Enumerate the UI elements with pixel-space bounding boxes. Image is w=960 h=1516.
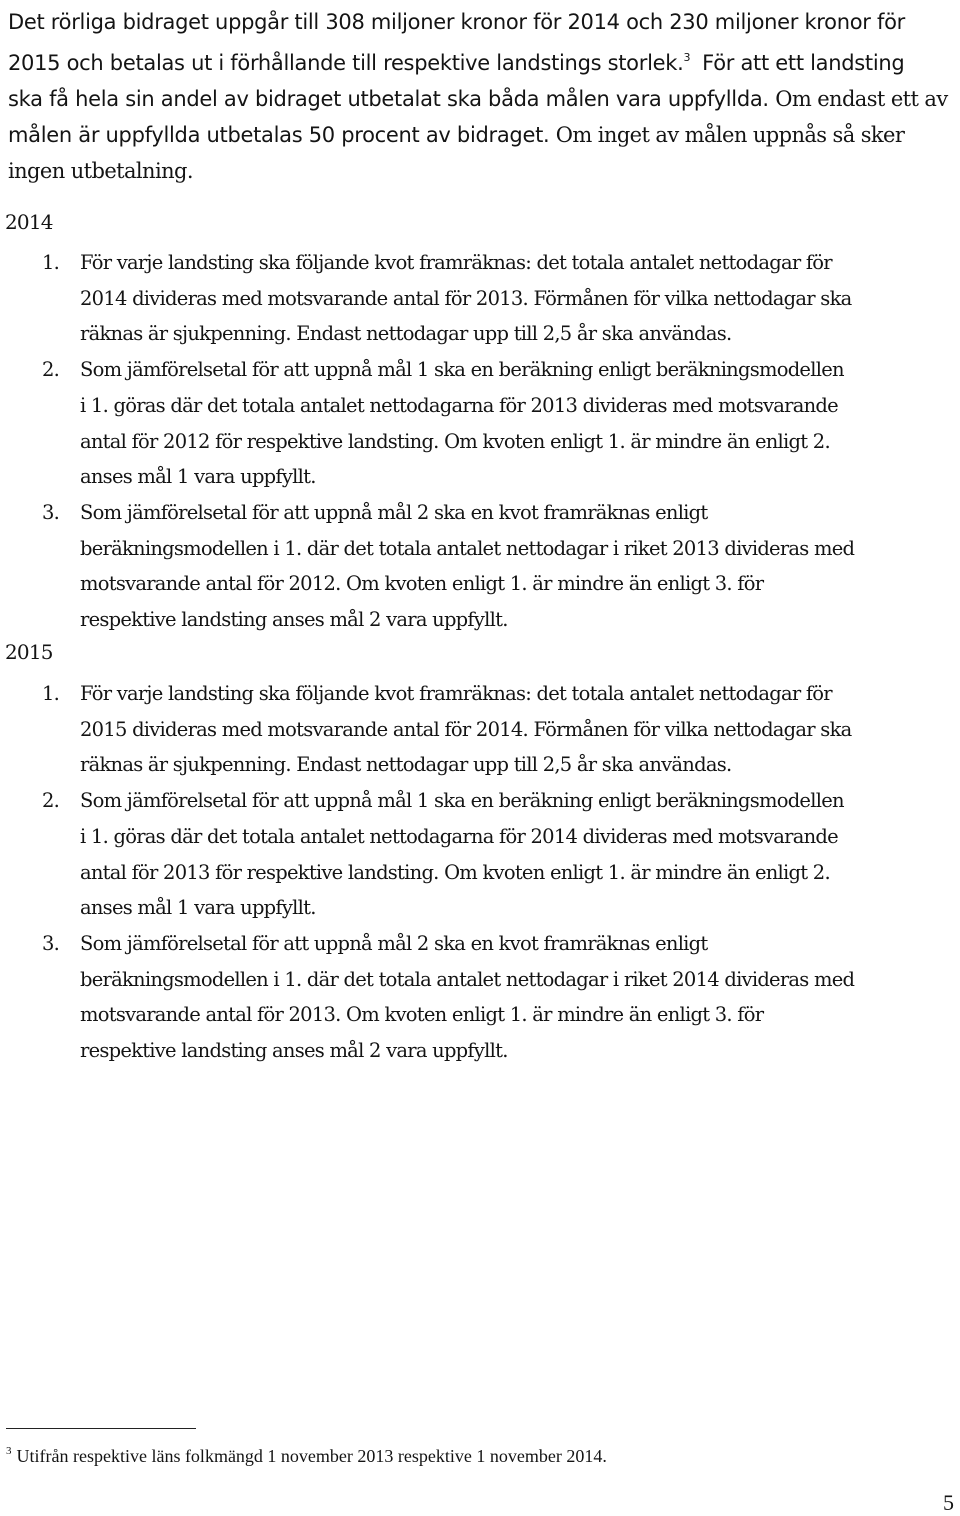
list-item (42, 676, 957, 783)
intro-line-text: ska få hela sin andel av bidraget utbetalat ska båda målen vara uppfyllda. (8, 87, 769, 111)
section-heading-2015: 2015 (5, 640, 53, 664)
item-line: i 1. göras där det totala antalet nettodagarna för 2014 divideras med motsvarande (80, 824, 838, 848)
item-line: För varje landsting ska följande kvot framräknas: det totala antalet nettodagar för (80, 251, 832, 274)
list-item (42, 495, 957, 638)
item-line: i 1. göras där det totala antalet nettodagarna för 2013 divideras med motsvarande (80, 393, 838, 417)
footnote-text: Utifrån respektive läns folkmängd 1 november 2013 respektive 1 november 2014. (16, 1446, 607, 1466)
list-item (42, 783, 957, 926)
section-heading-2014: 2014 (5, 210, 53, 234)
item-line: Som jämförelsetal för att uppnå mål 2 ska en kvot framräknas enligt (80, 500, 708, 524)
item-line: respektive landsting anses mål 2 vara uppfyllt. (80, 1039, 508, 1063)
item-line: anses mål 1 vara uppfyllt. (80, 465, 316, 489)
intro-line-text: 2015 och betalas ut i förhållande till respektive landstings storlek. (8, 51, 684, 75)
page-number: 5 (943, 1490, 954, 1515)
item-line: anses mål 1 vara uppfyllt. (80, 896, 316, 920)
item-number: 3. (42, 500, 60, 524)
item-number: 1. (42, 251, 60, 274)
intro-line: Det rörliga bidraget uppgår till 308 miljoner kronor för 2014 och 230 miljoner kronor för (8, 10, 905, 34)
item-line: antal för 2013 för respektive landsting. Om kvoten enligt 1. är mindre än enligt 2. (80, 860, 830, 884)
item-number: 3. (42, 931, 60, 955)
item-number: 2. (42, 789, 60, 813)
numbered-list-2014 (42, 245, 957, 638)
item-number: 2. (42, 358, 60, 382)
footnote (6, 1445, 607, 1467)
numbered-list-2015 (42, 676, 957, 1069)
item-line: 2015 divideras med motsvarande antal för 2014. Förmånen för vilka nettodagar ska (80, 717, 852, 741)
intro-line-text: Om endast ett av (775, 87, 948, 111)
item-line: beräkningsmodellen i 1. där det totala antalet nettodagar i riket 2013 divideras med (80, 536, 855, 560)
item-line: räknas är sjukpenning. Endast nettodagar upp till 2,5 år ska användas. (80, 753, 732, 777)
item-line: motsvarande antal för 2012. Om kvoten enligt 1. är mindre än enligt 3. för (80, 572, 764, 596)
intro-line (8, 117, 953, 153)
list-item (42, 245, 957, 352)
intro-line (8, 81, 953, 117)
footnote-reference: 3 (683, 51, 691, 64)
item-line: Som jämförelsetal för att uppnå mål 1 ska en beräkning enligt beräkningsmodellen (80, 789, 844, 813)
intro-paragraph (8, 4, 953, 189)
list-item (42, 926, 957, 1069)
item-line: För varje landsting ska följande kvot framräknas: det totala antalet nettodagar för (80, 682, 832, 705)
item-line: räknas är sjukpenning. Endast nettodagar upp till 2,5 år ska användas. (80, 322, 732, 346)
item-line: antal för 2012 för respektive landsting. Om kvoten enligt 1. är mindre än enligt 2. (80, 429, 830, 453)
intro-line-text: målen är uppfyllda utbetalas 50 procent av bidraget. (8, 123, 550, 147)
list-item (42, 352, 957, 495)
intro-line (8, 40, 953, 81)
item-line: 2014 divideras med motsvarande antal för 2013. Förmånen för vilka nettodagar ska (80, 286, 852, 310)
item-line: motsvarande antal för 2013. Om kvoten enligt 1. är mindre än enligt 3. för (80, 1003, 764, 1027)
item-line: Som jämförelsetal för att uppnå mål 2 ska en kvot framräknas enligt (80, 931, 708, 955)
intro-line: ingen utbetalning. (8, 159, 193, 183)
intro-line-text: Om inget av målen uppnås så sker (555, 123, 905, 147)
footnote-separator (6, 1428, 196, 1429)
footnote-marker: 3 (6, 1445, 12, 1457)
intro-line-text: För att ett landsting (702, 51, 905, 75)
item-line: Som jämförelsetal för att uppnå mål 1 ska en beräkning enligt beräkningsmodellen (80, 358, 844, 382)
item-line: beräkningsmodellen i 1. där det totala antalet nettodagar i riket 2014 divideras med (80, 967, 855, 991)
item-number: 1. (42, 682, 60, 705)
item-line: respektive landsting anses mål 2 vara uppfyllt. (80, 608, 508, 632)
